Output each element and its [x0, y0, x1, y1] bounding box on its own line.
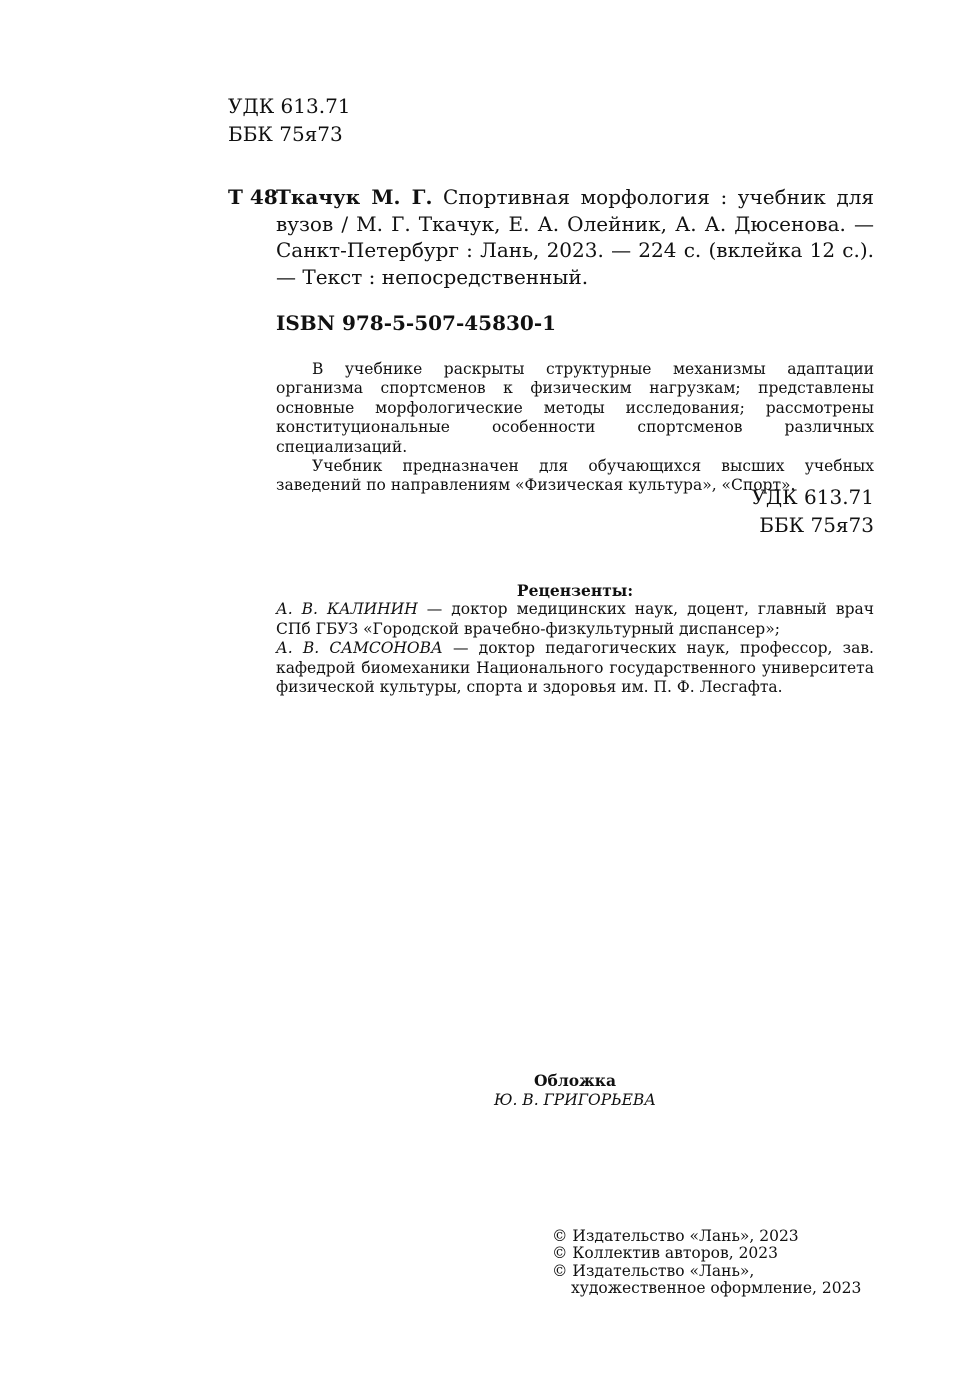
reviewer-1-name: А. В. КАЛИНИН: [276, 600, 418, 619]
reviewers-block: [276, 581, 874, 697]
reviewer-1-text: — доктор медицинских наук, доцент, главный врач СПб ГБУЗ «Городской врачебно-физкультурный диспансер»;: [276, 600, 874, 638]
reviewer-1: [276, 600, 874, 639]
annotation: [276, 360, 874, 496]
reviewers-heading: Рецензенты:: [516, 581, 634, 600]
copyright-line-1: © Издательство «Лань», 2023: [552, 1227, 799, 1245]
cover-designer: Ю. В. ГРИГОРЬЕВА: [493, 1090, 657, 1109]
copyright-block: [552, 1228, 861, 1297]
classification-right: [700, 484, 874, 539]
bibliographic-entry: [228, 184, 874, 290]
entry-description: Спортивная морфология : учебник для вузов / М. Г. Ткачук, Е. А. Олейник, А. А. Дюсенова. — Санкт-Петербург : Лань, 2023. — 224 с. (вклейка 12 с.). — Текст : непосредственный.: [276, 185, 875, 289]
copyright-line-4: художественное оформление, 2023: [571, 1278, 862, 1297]
isbn: ISBN 978-5-507-45830-1: [276, 311, 557, 335]
reviewer-2-text: — доктор педагогических наук, профессор, зав. кафедрой биомеханики Национального государственного университета физической культуры, спорта и здоровья им. П. Ф. Лесгафта.: [276, 639, 874, 697]
entry-text: [276, 184, 874, 290]
classification-top: [228, 92, 351, 148]
author-sign: Т 48: [228, 185, 278, 209]
udk-code: УДК 613.71: [228, 94, 351, 118]
copyright-line-3: © Издательство «Лань»,: [552, 1261, 755, 1280]
bbk-code: ББК 75я73: [228, 122, 343, 146]
annotation-paragraph-1: В учебнике раскрыты структурные механизмы адаптации организма спортсменов к физическим нагрузкам; представлены основные морфологические методы исследования; рассмотрены конституциональные особенности спортсменов различных специализаций.: [276, 360, 874, 456]
udk-code-right: УДК 613.71: [751, 485, 874, 509]
bbk-code-right: ББК 75я73: [759, 512, 874, 537]
cover-credit: [276, 1072, 874, 1109]
annotation-paragraph-2: Учебник предназначен для обучающихся высших учебных заведений по направлениям «Физическая культура», «Спорт».: [276, 457, 874, 495]
cover-heading: Обложка: [534, 1071, 616, 1090]
reviewer-2: [276, 639, 874, 697]
entry-author: Ткачук М. Г.: [276, 185, 433, 209]
copyright-line-2: © Коллектив авторов, 2023: [552, 1244, 779, 1263]
reviewer-2-name: А. В. САМСОНОВА: [276, 639, 443, 658]
